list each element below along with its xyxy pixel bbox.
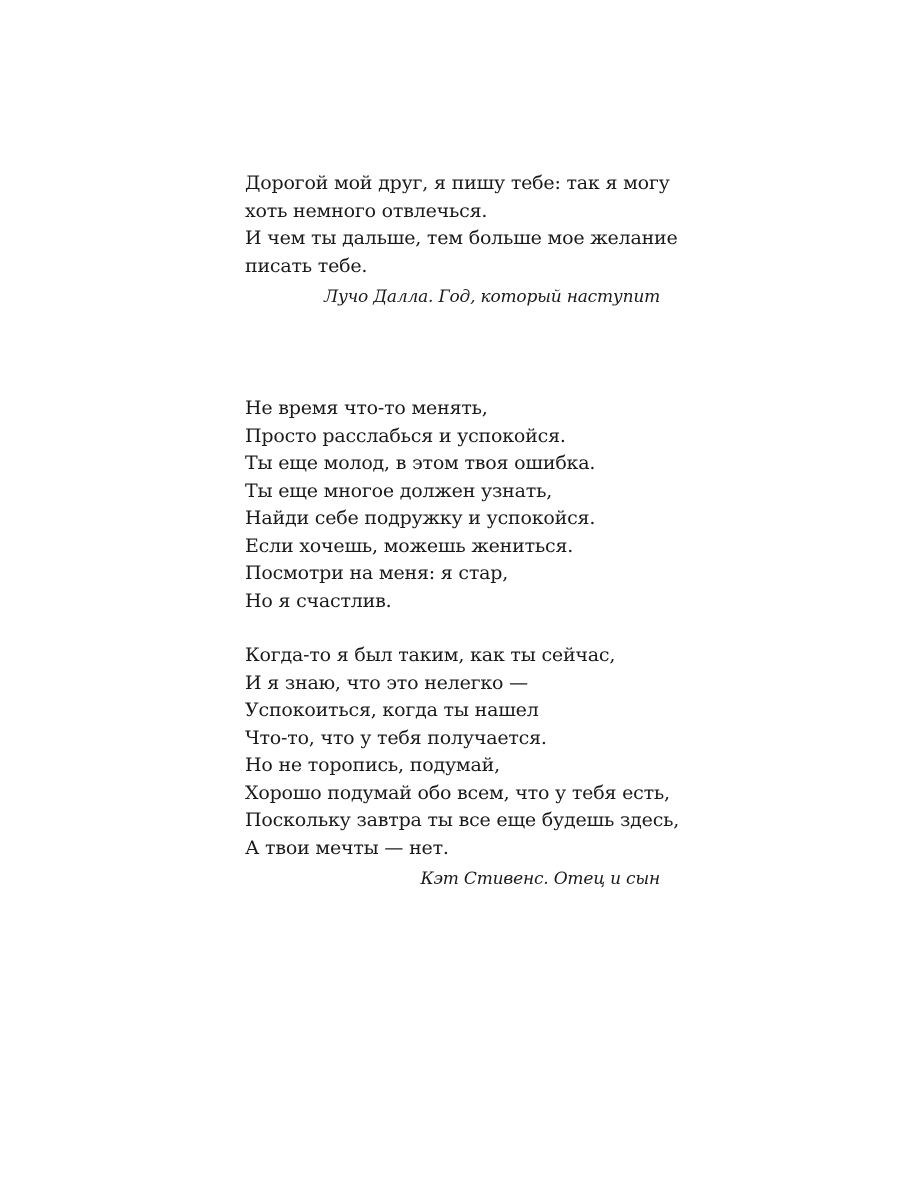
- poem-line: Не время что-то менять,: [245, 397, 488, 419]
- poem-line: Успокоиться, когда ты нашел: [245, 699, 539, 721]
- poem-line: И чем ты дальше, тем больше мое желание: [245, 227, 678, 249]
- poem-line: Ты еще многое должен узнать,: [245, 479, 553, 502]
- poem-line: А твои мечты — нет.: [245, 836, 449, 859]
- stanza: [245, 395, 660, 615]
- poem-line: И я знаю, что это нелегко —: [245, 671, 528, 694]
- poem-line: Найди себе подружку и успокойся.: [245, 507, 596, 529]
- poem-line: писать тебе.: [245, 254, 368, 277]
- poem-line: Ты еще молод, в этом твоя ошибка.: [245, 452, 596, 474]
- epigraph-attribution: Лучо Далла. Год, который наступит: [324, 287, 660, 307]
- poem-line: Если хочешь, можешь жениться.: [245, 534, 574, 557]
- poem-line: хоть немного отвлечься.: [245, 199, 488, 222]
- stanza: [245, 642, 680, 862]
- epigraph-attribution: Кэт Стивенс. Отец и сын: [420, 869, 660, 889]
- poem-line: Когда-то я был таким, как ты сейчас,: [245, 644, 616, 666]
- poem-line: Но не торопись, подумай,: [245, 754, 500, 776]
- poem-line: Просто расслабься и успокойся.: [245, 424, 566, 447]
- poem-line: Поскольку завтра ты все еще будешь здесь,: [245, 809, 680, 831]
- poem-line: Хорошо подумай обо всем, что у тебя есть,: [245, 781, 670, 804]
- poem-line: Но я счастлив.: [245, 589, 392, 612]
- poem-line: Что-то, что у тебя получается.: [245, 726, 547, 749]
- stanza: [245, 170, 678, 280]
- epigraph-dalla: [245, 170, 678, 309]
- epigraph-stevens: [245, 395, 680, 891]
- poem-line: Дорогой мой друг, я пишу тебе: так я могу: [245, 172, 670, 194]
- poem-line: Посмотри на меня: я стар,: [245, 562, 509, 584]
